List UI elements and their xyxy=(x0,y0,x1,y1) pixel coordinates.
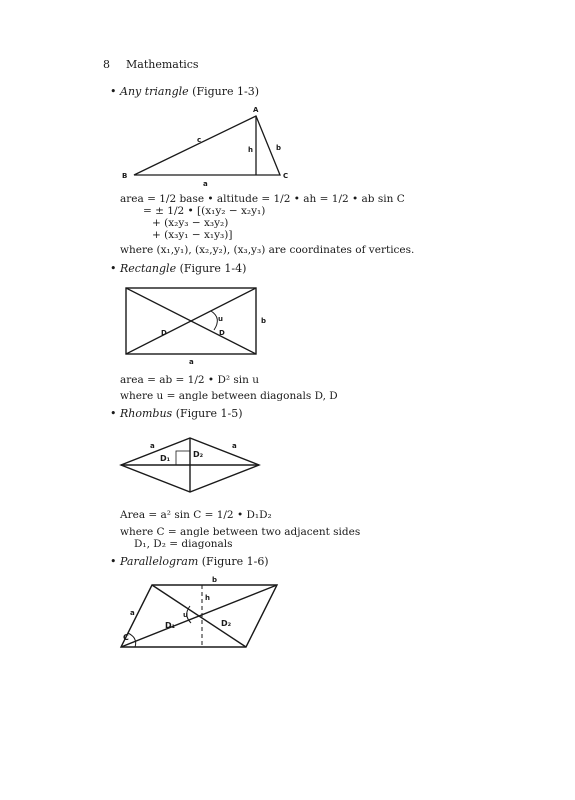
parallelogram-label-h: h xyxy=(205,594,210,602)
triangle-formula-4: + (x₃y₁ − x₁y₃)] xyxy=(152,229,233,241)
running-header: Mathematics xyxy=(126,58,199,71)
rhombus-label-a1: a xyxy=(150,442,155,450)
triangle-label-a: a xyxy=(203,180,208,188)
rectangle-formula: area = ab = 1/2 • D² sin u xyxy=(120,374,260,386)
parallelogram-label-u: u xyxy=(183,611,188,619)
triangle-label-h: h xyxy=(248,146,253,154)
rectangle-label-D2: D xyxy=(219,329,225,337)
triangle-formula-3: + (x₂y₃ − x₃y₂) xyxy=(152,217,229,229)
triangle-label-c: c xyxy=(197,136,202,144)
rhombus-name: Rhombus xyxy=(120,407,173,420)
triangle-label-C: C xyxy=(283,172,289,180)
bullet: • xyxy=(110,555,117,568)
triangle-formula-1: area = 1/2 base • altitude = 1/2 • ah = 1/2 • ab sin C xyxy=(120,193,405,205)
rectangle-where: where u = angle between diagonals D, D xyxy=(120,390,338,402)
rhombus-label-a2: a xyxy=(232,442,237,450)
rhombus-formula: Area = a² sin C = 1/2 • D₁D₂ xyxy=(120,509,272,521)
rhombus-label-D2: D₂ xyxy=(193,450,204,459)
bullet: • xyxy=(110,407,117,420)
triangle-label-B: B xyxy=(122,172,128,180)
bullet: • xyxy=(110,262,117,275)
triangle-label-A: A xyxy=(253,106,259,114)
rectangle-label-D1: D xyxy=(161,329,167,337)
rhombus-where-1: where C = angle between two adjacent sides xyxy=(120,526,361,538)
rectangle-figure-ref: (Figure 1-4) xyxy=(179,262,247,275)
rectangle-name: Rectangle xyxy=(120,262,177,275)
triangle-figure-ref: (Figure 1-3) xyxy=(192,85,259,98)
rhombus-where-2: D₁, D₂ = diagonals xyxy=(134,538,233,550)
triangle-where: where (x₁,y₁), (x₂,y₂), (x₃,y₃) are coordinates of vertices. xyxy=(120,244,415,256)
triangle-name: Any triangle xyxy=(120,85,189,98)
parallelogram-label-a: a xyxy=(130,609,135,617)
parallelogram-label-C: C xyxy=(123,633,129,642)
rectangle-label-a: a xyxy=(189,358,194,366)
rhombus-figure-ref: (Figure 1-5) xyxy=(175,407,243,420)
triangle-formula-2: = ± 1/2 • [(x₁y₂ − x₂y₁) xyxy=(143,205,266,217)
parallelogram-figure-ref: (Figure 1-6) xyxy=(201,555,269,568)
parallelogram-name: Parallelogram xyxy=(120,555,199,568)
bullet: • xyxy=(110,85,117,98)
page-number: 8 xyxy=(103,58,110,71)
rectangle-label-u: u xyxy=(218,315,223,323)
rhombus-label-D1: D₁ xyxy=(160,454,171,463)
parallelogram-label-b: b xyxy=(212,576,218,584)
parallelogram-label-D2: D₂ xyxy=(221,619,232,628)
parallelogram-label-D1: D₁ xyxy=(165,621,176,630)
triangle-label-b: b xyxy=(276,144,282,152)
rectangle-label-b: b xyxy=(261,317,267,325)
